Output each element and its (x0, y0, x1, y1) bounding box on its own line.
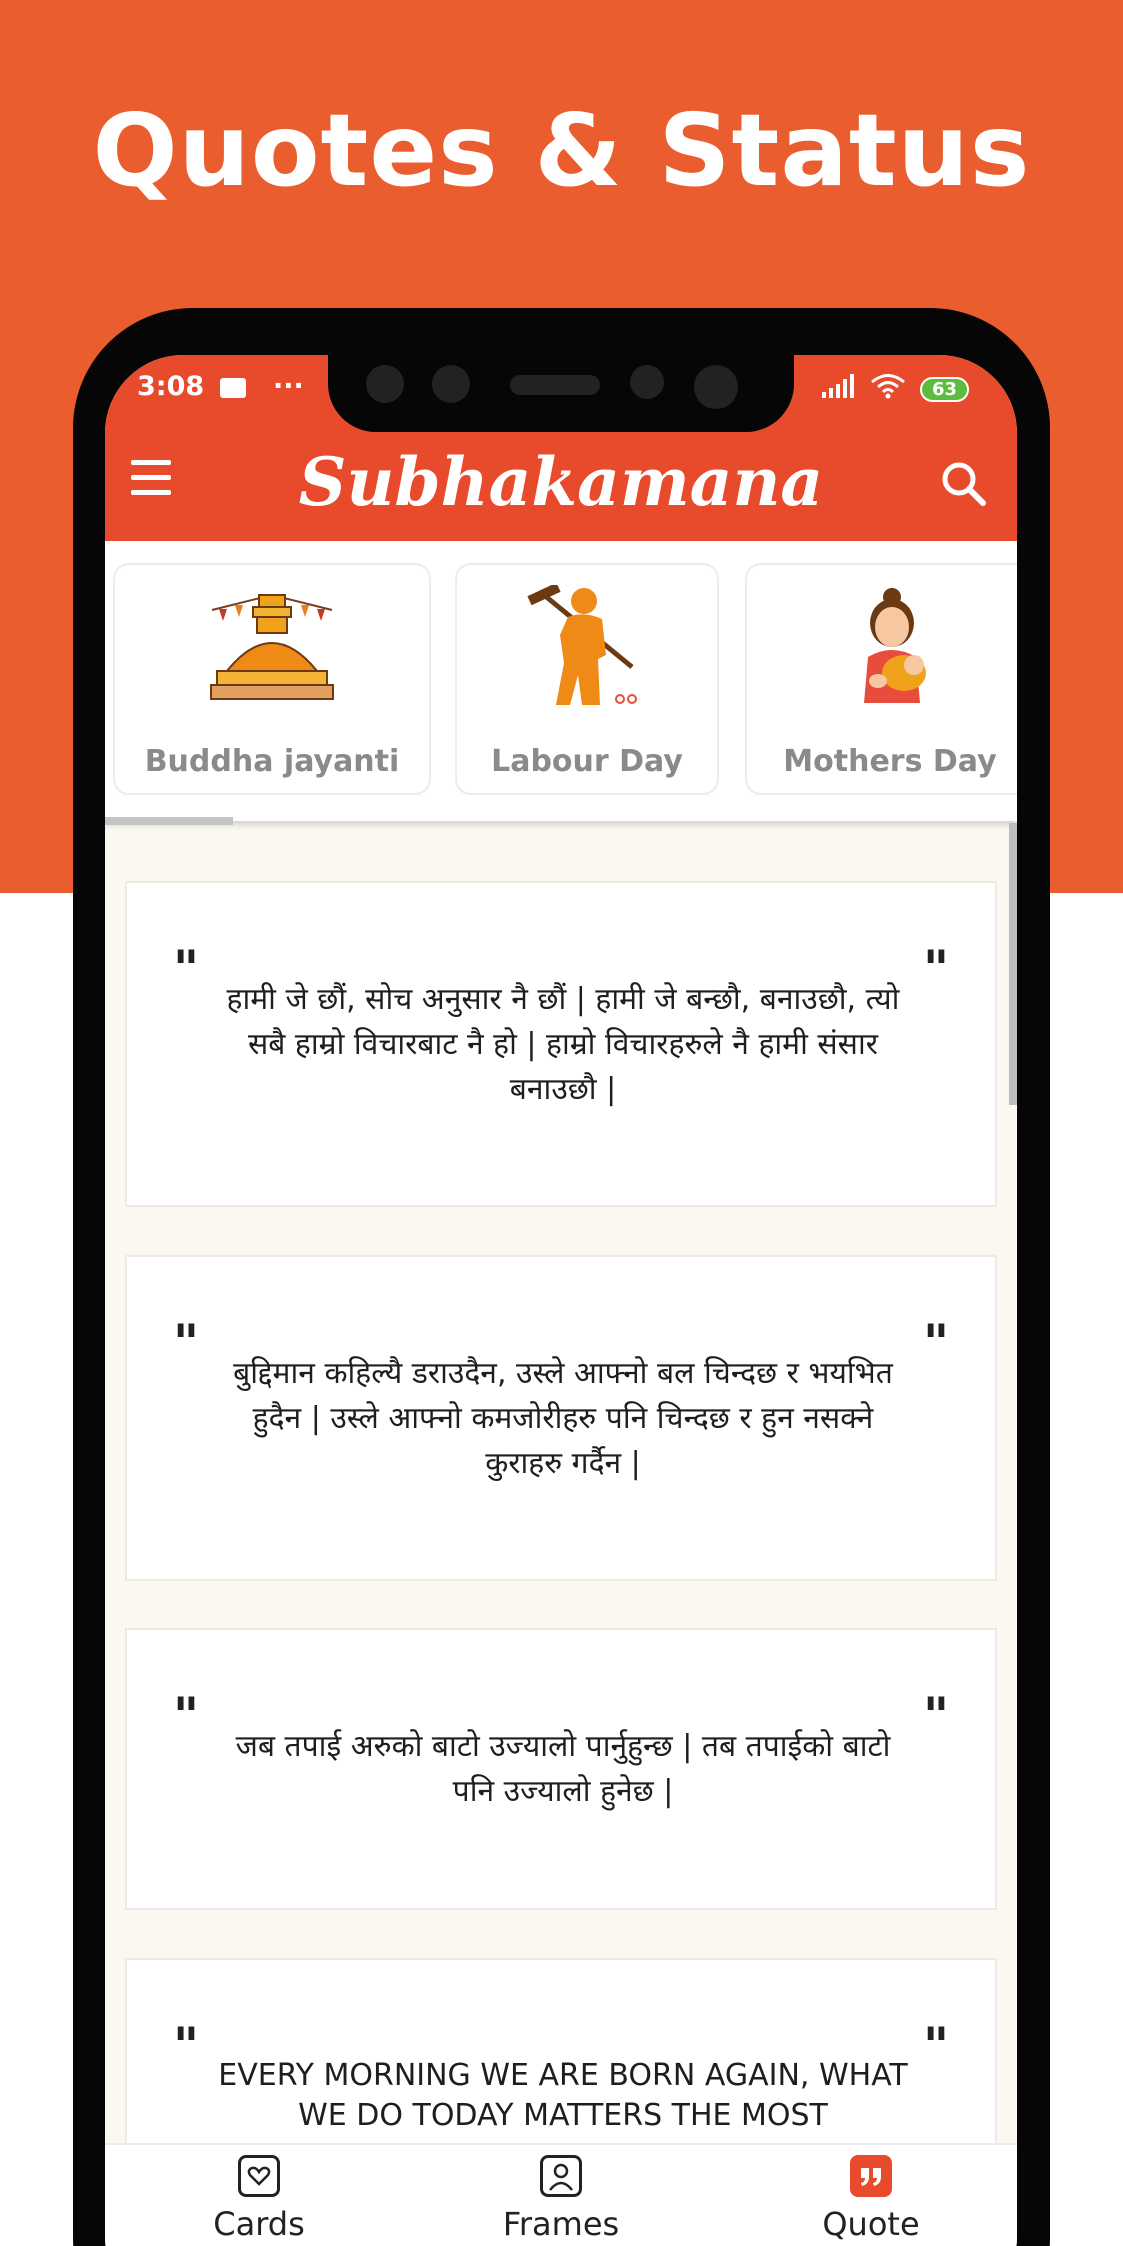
quote-text: हामी जे छौं, सोच अनुसार नै छौं | हामी जे बन्छौ, बनाउछौ, त्यो सबै हाम्रो विचारबाट नै हो | हाम्रो विचारहरुले नै हामी संसार बनाउछौ | (226, 982, 900, 1107)
nav-quote[interactable] (771, 2155, 971, 2243)
camera-dot (432, 365, 470, 403)
nav-frames[interactable] (461, 2155, 661, 2243)
nav-label: Quote (822, 2205, 920, 2243)
category-scroll-indicator (105, 817, 233, 825)
promo-title: Quotes & Status (92, 92, 1031, 209)
message-icon (220, 378, 246, 398)
open-quote-mark: " (173, 939, 200, 998)
quote-text: बुद्दिमान कहिल्यै डराउदैन, उस्ले आफ्नो बल चिन्दछ र भयभित हुदैन | उस्ले आफ्नो कमजोरीहरु पनि चिन्दछ र हुन नसक्ने कुराहरु गर्दैन | (233, 1356, 893, 1481)
category-label: Labour Day (491, 744, 683, 779)
card-heart-icon (238, 2155, 280, 2197)
close-quote-mark: " (922, 2016, 949, 2075)
wifi-icon (870, 373, 906, 405)
close-quote-mark: " (922, 1686, 949, 1745)
nav-label: Cards (213, 2205, 305, 2243)
mother-icon (842, 585, 942, 709)
category-label: Mothers Day (783, 744, 997, 779)
status-time (137, 371, 304, 402)
nav-cards[interactable] (159, 2155, 359, 2243)
nav-label: Frames (502, 2205, 620, 2243)
signal-icon (822, 374, 856, 404)
camera-dot (366, 365, 404, 403)
stupa-icon (207, 585, 337, 709)
app-screen (105, 355, 1017, 2246)
battery-indicator: 63 (920, 377, 969, 402)
close-quote-mark: " (922, 1313, 949, 1372)
category-card-mothers-day[interactable] (745, 563, 1017, 795)
quote-text: जब तपाई अरुको बाटो उज्यालो पार्नुहुन्छ | तब तपाईको बाटो पनि उज्यालो हुनेछ | (235, 1729, 891, 1809)
camera-dot (694, 365, 738, 409)
quote-text: EVERY MORNING WE ARE BORN AGAIN, WHAT WE DO TODAY MATTERS THE MOST (218, 2058, 908, 2133)
search-icon[interactable] (939, 459, 987, 507)
category-card-labour-day[interactable] (455, 563, 719, 795)
quote-card[interactable] (125, 1628, 997, 1910)
camera-dot (630, 365, 664, 399)
open-quote-mark: " (173, 1686, 200, 1745)
status-time-text: 3:08 (137, 371, 205, 402)
open-quote-mark: " (173, 2016, 200, 2075)
camera-notch (328, 355, 794, 432)
open-quote-mark: " (173, 1313, 200, 1372)
category-strip (105, 541, 1017, 821)
bottom-nav (105, 2143, 1017, 2246)
speaker-grille (510, 375, 600, 395)
app-title: Subhakamana (298, 443, 824, 521)
status-dots: ··· (272, 371, 304, 402)
close-quote-mark: " (922, 939, 949, 998)
app-bar (105, 355, 1017, 541)
category-card-buddha-jayanti[interactable] (113, 563, 431, 795)
frame-user-icon (540, 2155, 582, 2197)
quote-card[interactable] (125, 881, 997, 1207)
worker-icon (522, 585, 652, 713)
quote-icon (850, 2155, 892, 2197)
quote-card[interactable] (125, 1255, 997, 1581)
category-label: Buddha jayanti (144, 744, 400, 779)
vertical-scrollbar[interactable] (1009, 823, 1017, 1105)
status-icons (822, 373, 969, 405)
